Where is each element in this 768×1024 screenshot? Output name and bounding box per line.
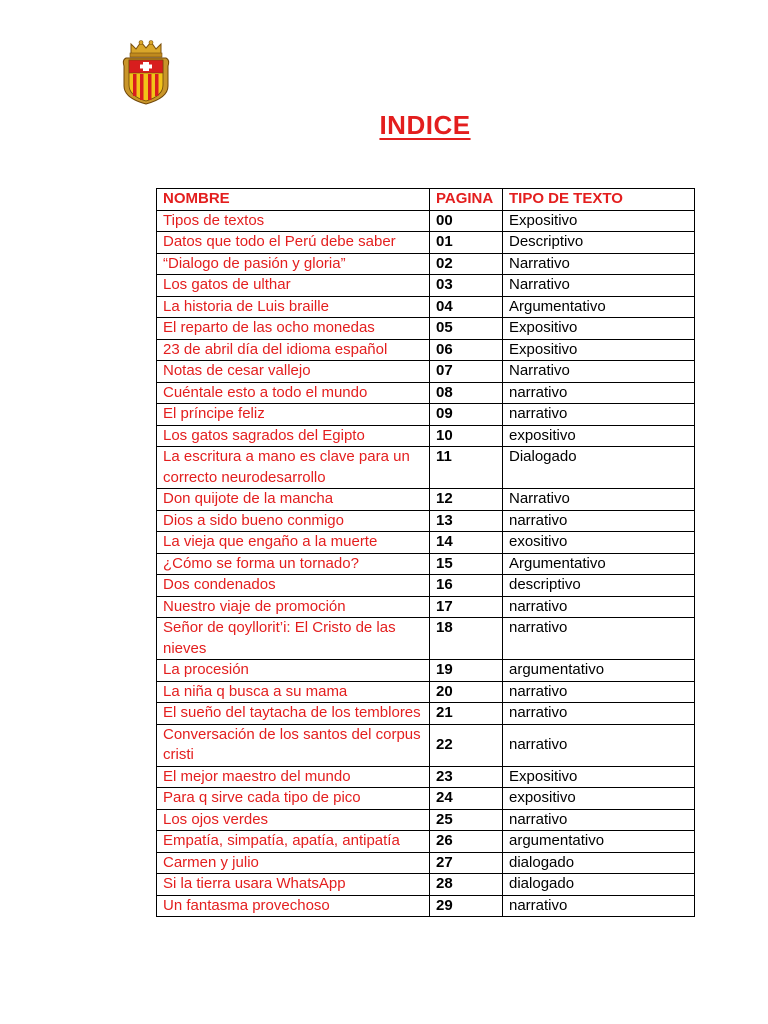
row-page: 21	[430, 703, 503, 725]
table-row	[157, 553, 695, 575]
row-type: Narrativo	[503, 361, 695, 383]
row-type: Descriptivo	[503, 232, 695, 254]
row-name: “Dialogo de pasión y gloria”	[157, 253, 430, 275]
row-type: narrativo	[503, 681, 695, 703]
table-row	[157, 510, 695, 532]
row-page: 13	[430, 510, 503, 532]
row-type: narrativo	[503, 382, 695, 404]
row-name: La procesión	[157, 660, 430, 682]
table-row	[157, 809, 695, 831]
row-type: Expositivo	[503, 210, 695, 232]
row-name: Don quijote de la mancha	[157, 489, 430, 511]
row-type: Narrativo	[503, 489, 695, 511]
table-row	[157, 253, 695, 275]
row-page: 15	[430, 553, 503, 575]
row-type: narrativo	[503, 596, 695, 618]
row-name: Un fantasma provechoso	[157, 895, 430, 917]
table-row	[157, 318, 695, 340]
row-page: 05	[430, 318, 503, 340]
row-name: Los gatos de ulthar	[157, 275, 430, 297]
row-type: exositivo	[503, 532, 695, 554]
table-row	[157, 361, 695, 383]
table-row	[157, 404, 695, 426]
row-name: 23 de abril día del idioma español	[157, 339, 430, 361]
row-page: 03	[430, 275, 503, 297]
row-type: narrativo	[503, 618, 695, 660]
row-page: 26	[430, 831, 503, 853]
table-row	[157, 489, 695, 511]
row-name: Nuestro viaje de promoción	[157, 596, 430, 618]
row-page: 23	[430, 766, 503, 788]
row-page: 07	[430, 361, 503, 383]
row-type: Dialogado	[503, 447, 695, 489]
row-name: La niña q busca a su mama	[157, 681, 430, 703]
row-page: 08	[430, 382, 503, 404]
row-name: Carmen y julio	[157, 852, 430, 874]
table-row	[157, 447, 695, 489]
row-type: narrativo	[503, 809, 695, 831]
row-type: narrativo	[503, 724, 695, 766]
row-type: Narrativo	[503, 275, 695, 297]
table-header-row	[157, 189, 695, 211]
row-name: Para q sirve cada tipo de pico	[157, 788, 430, 810]
table-row	[157, 724, 695, 766]
row-type: argumentativo	[503, 831, 695, 853]
table-row	[157, 232, 695, 254]
index-table	[156, 188, 695, 917]
header-name: NOMBRE	[157, 189, 430, 211]
row-type: narrativo	[503, 895, 695, 917]
row-type: Argumentativo	[503, 296, 695, 318]
table-row	[157, 596, 695, 618]
row-name: Dos condenados	[157, 575, 430, 597]
row-page: 27	[430, 852, 503, 874]
row-name: El sueño del taytacha de los temblores	[157, 703, 430, 725]
row-name: Los gatos sagrados del Egipto	[157, 425, 430, 447]
row-page: 18	[430, 618, 503, 660]
header-type: TIPO DE TEXTO	[503, 189, 695, 211]
row-page: 29	[430, 895, 503, 917]
row-type: Narrativo	[503, 253, 695, 275]
row-page: 16	[430, 575, 503, 597]
row-type: narrativo	[503, 404, 695, 426]
table-row	[157, 575, 695, 597]
row-name: Dios a sido bueno conmigo	[157, 510, 430, 532]
row-name: La vieja que engaño a la muerte	[157, 532, 430, 554]
row-page: 14	[430, 532, 503, 554]
table-row	[157, 210, 695, 232]
row-page: 01	[430, 232, 503, 254]
row-page: 28	[430, 874, 503, 896]
table-row	[157, 296, 695, 318]
table-row	[157, 382, 695, 404]
row-name: El reparto de las ocho monedas	[157, 318, 430, 340]
row-page: 19	[430, 660, 503, 682]
row-page: 02	[430, 253, 503, 275]
row-name: El mejor maestro del mundo	[157, 766, 430, 788]
table-row	[157, 703, 695, 725]
row-type: Expositivo	[503, 339, 695, 361]
table-row	[157, 874, 695, 896]
row-type: expositivo	[503, 788, 695, 810]
page-title: INDICE	[379, 110, 471, 140]
row-page: 04	[430, 296, 503, 318]
table-row	[157, 425, 695, 447]
table-row	[157, 339, 695, 361]
table-row	[157, 681, 695, 703]
row-name: Señor de qoyllorit’i: El Cristo de las nieves	[157, 618, 430, 660]
table-row	[157, 660, 695, 682]
row-page: 06	[430, 339, 503, 361]
row-name: Si la tierra usara WhatsApp	[157, 874, 430, 896]
row-page: 12	[430, 489, 503, 511]
row-name: Empatía, simpatía, apatía, antipatía	[157, 831, 430, 853]
row-page: 22	[430, 724, 503, 766]
row-type: argumentativo	[503, 660, 695, 682]
row-page: 24	[430, 788, 503, 810]
row-type: dialogado	[503, 852, 695, 874]
row-name: Los ojos verdes	[157, 809, 430, 831]
row-name: Notas de cesar vallejo	[157, 361, 430, 383]
row-page: 09	[430, 404, 503, 426]
row-name: La historia de Luis braille	[157, 296, 430, 318]
row-name: La escritura a mano es clave para un correcto neurodesarrollo	[157, 447, 430, 489]
table-row	[157, 788, 695, 810]
table-row	[157, 852, 695, 874]
row-type: Expositivo	[503, 318, 695, 340]
coat-of-arms-logo	[121, 40, 171, 106]
row-page: 10	[430, 425, 503, 447]
row-name: Tipos de textos	[157, 210, 430, 232]
row-name: Datos que todo el Perú debe saber	[157, 232, 430, 254]
table-row	[157, 532, 695, 554]
row-page: 25	[430, 809, 503, 831]
row-name: Cuéntale esto a todo el mundo	[157, 382, 430, 404]
row-page: 17	[430, 596, 503, 618]
header-page: PAGINA	[430, 189, 503, 211]
table-row	[157, 831, 695, 853]
row-name: ¿Cómo se forma un tornado?	[157, 553, 430, 575]
table-row	[157, 618, 695, 660]
row-type: Argumentativo	[503, 553, 695, 575]
row-type: descriptivo	[503, 575, 695, 597]
row-type: narrativo	[503, 703, 695, 725]
row-page: 00	[430, 210, 503, 232]
row-name: El príncipe feliz	[157, 404, 430, 426]
row-type: narrativo	[503, 510, 695, 532]
row-name: Conversación de los santos del corpus cristi	[157, 724, 430, 766]
table-row	[157, 275, 695, 297]
row-type: expositivo	[503, 425, 695, 447]
row-type: dialogado	[503, 874, 695, 896]
table-row	[157, 895, 695, 917]
row-page: 11	[430, 447, 503, 489]
table-row	[157, 766, 695, 788]
row-type: Expositivo	[503, 766, 695, 788]
row-page: 20	[430, 681, 503, 703]
